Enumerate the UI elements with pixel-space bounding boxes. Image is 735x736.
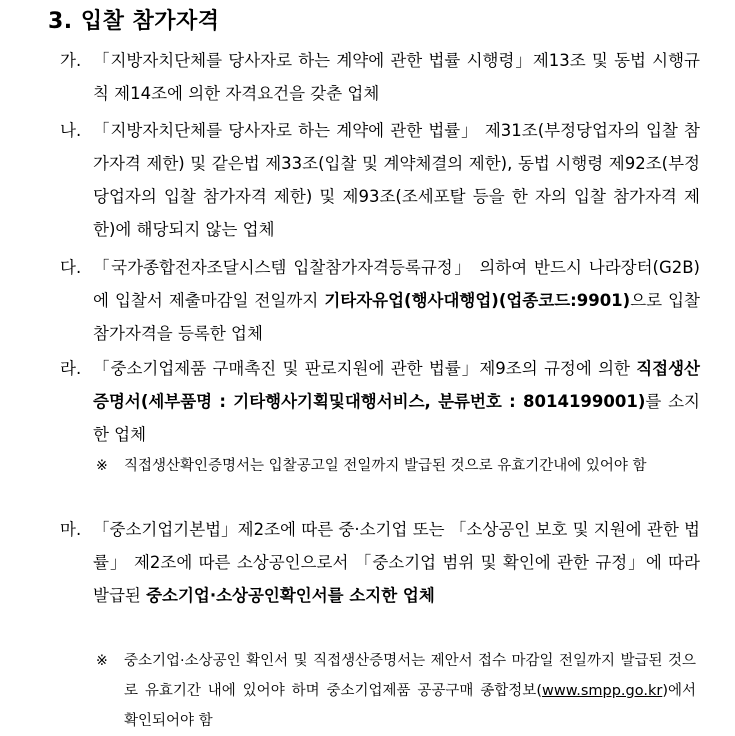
list-item-text-regular: 「중소기업제품 구매촉진 및 판로지원에 관한 법률」제9조의 규정에 의한 — [93, 359, 637, 378]
website-link[interactable]: www.smpp.go.kr — [541, 683, 663, 699]
note-text-regular: )에서 확인되어야 함 — [124, 683, 696, 729]
note-ra — [96, 451, 696, 481]
list-item-ma — [60, 513, 700, 612]
list-item-na — [60, 114, 700, 246]
list-item-ga — [60, 44, 700, 110]
list-item-text-regular: 를 소지한 업체 — [93, 392, 700, 444]
section-heading: 3. 입찰 참가자격 — [48, 9, 220, 34]
list-item-text-emphasis: 직접생산증명서(세부품명 : 기타행사기획및대행서비스, 분류번호 : 8014199001) — [93, 359, 700, 411]
list-marker: 다. — [60, 258, 82, 277]
reference-mark-icon: ※ — [96, 653, 108, 669]
list-item-text: 「지방자치단체를 당사자로 하는 계약에 관한 법률」 제31조(부정당업자의 입찰 참가자격 제한) 및 같은법 제33조(입찰 및 계약체결의 제한), 동법 시행령 제92조(부정당업자의 입찰 참가자격 제한) 및 제93조(조세포탈 등을 한 자의 입찰 참가자격 제한)에 해당되지 않는 업체 — [93, 121, 700, 239]
list-marker: 나. — [60, 121, 82, 140]
list-item-text-regular: 「중소기업기본법」제2조에 따른 중·소기업 또는 「소상공인 보호 및 지원에 관한 법률」 제2조에 따른 소상공인으로서 「중소기업 범위 및 확인에 관한 규정」에 따라 발급된 — [93, 520, 700, 605]
list-item-text — [93, 513, 700, 612]
list-item-ra — [60, 352, 700, 451]
list-marker: 마. — [60, 520, 82, 539]
list-item-text-emphasis: 기타자유업(행사대행업)(업종코드:9901) — [324, 291, 631, 310]
list-marker: 라. — [60, 359, 82, 378]
list-item-text-regular: 「국가종합전자조달시스템 입찰참가자격등록규정」 의하여 반드시 나라장터(G2B)에 입찰서 제출마감일 전일까지 — [93, 258, 700, 310]
list-item-text-emphasis: 중소기업·소상공인확인서를 소지한 업체 — [146, 586, 435, 605]
note-text-regular: 중소기업·소상공인 확인서 및 직접생산증명서는 제안서 접수 마감일 전일까지 발급된 것으로 유효기간 내에 있어야 하며 중소기업제품 공공구매 종합정보( — [124, 653, 696, 699]
note-text — [124, 646, 696, 736]
note-text: 직접생산확인증명서는 입찰공고일 전일까지 발급된 것으로 유효기간내에 있어야 함 — [124, 458, 647, 474]
list-item-text — [93, 352, 700, 451]
reference-mark-icon: ※ — [96, 458, 108, 474]
list-item-text — [93, 251, 700, 350]
list-marker: 가. — [60, 51, 82, 70]
note-ma — [96, 646, 696, 736]
list-item-da — [60, 251, 700, 350]
list-item-text: 「지방자치단체를 당사자로 하는 계약에 관한 법률 시행령」제13조 및 동법 시행규칙 제14조에 의한 자격요건을 갖춘 업체 — [93, 51, 700, 103]
list-item-text-regular: 으로 입찰참가자격을 등록한 업체 — [93, 291, 700, 343]
